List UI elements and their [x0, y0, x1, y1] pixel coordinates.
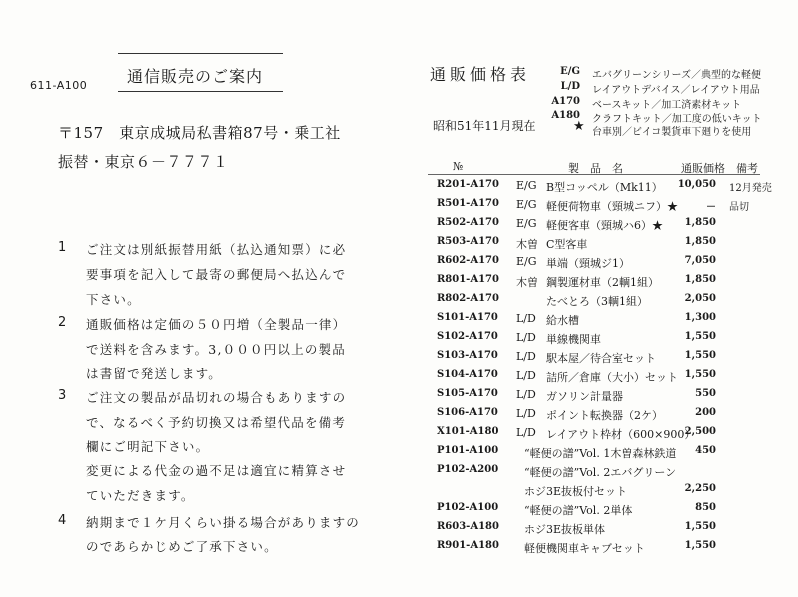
note-number: 4 — [58, 513, 67, 528]
product-code: R801-A170 — [437, 274, 499, 285]
header-note: 備考 — [736, 162, 758, 175]
series-mark: 木曽 — [516, 276, 538, 289]
product-code: R501-A170 — [437, 198, 499, 209]
document-code: 611-A100 — [30, 79, 88, 92]
note-line: 欄にご明記下さい。 — [86, 439, 210, 454]
product-code: R502-A170 — [437, 217, 499, 228]
legend-code: A180 — [551, 110, 580, 121]
product-name: B型コッペル（Mk11） — [546, 181, 663, 194]
product-price: 1,850 — [684, 236, 716, 247]
series-mark: L/D — [516, 407, 536, 420]
product-code: P101-A100 — [437, 445, 499, 456]
product-name: “軽便の譜”Vol. 2エバグリーン — [524, 466, 677, 479]
note-line: 納期まで１ケ月くらい掛る場合がありますの — [86, 515, 361, 530]
product-code: P102-A100 — [437, 502, 499, 513]
product-name: ホジ3E抜板単体 — [524, 523, 606, 536]
product-name: たべとろ（3輌1組） — [546, 295, 648, 308]
product-price: 200 — [695, 407, 716, 418]
product-price: 450 — [695, 445, 716, 456]
series-mark: E/G — [516, 198, 537, 211]
product-price: 2,500 — [684, 426, 716, 437]
series-mark: L/D — [516, 350, 536, 363]
header-price: 通販価格 — [681, 162, 725, 175]
series-mark: L/D — [516, 312, 536, 325]
legend-text: ベースキット／加工済素材キット — [592, 100, 742, 111]
product-name: 給水槽 — [546, 314, 579, 327]
product-price: 1,300 — [684, 312, 716, 323]
product-code: R802-A170 — [437, 293, 499, 304]
header-product-name: 製 品 名 — [568, 162, 623, 175]
product-name: “軽便の譜”Vol. 2単体 — [524, 504, 633, 517]
product-name: 軽便荷物車（頸城ニフ）★ — [546, 200, 678, 213]
note-number: 3 — [58, 388, 67, 403]
header-rule — [428, 174, 760, 175]
star-icon: ★ — [573, 119, 585, 134]
product-price: － — [706, 202, 716, 213]
legend-code: E/G — [560, 66, 580, 77]
product-price: 1,550 — [684, 369, 716, 380]
product-name: C型客車 — [546, 238, 588, 251]
product-code: S101-A170 — [437, 312, 498, 323]
note-line: のであらかじめご了承下さい。 — [86, 539, 278, 554]
product-price: 1,550 — [684, 540, 716, 551]
legend-code: A170 — [551, 96, 580, 107]
header-number: № — [453, 160, 464, 173]
series-mark: E/G — [516, 255, 537, 268]
product-name: ガソリン計量器 — [546, 390, 623, 403]
product-code: R503-A170 — [437, 236, 499, 247]
product-code: R602-A170 — [437, 255, 499, 266]
product-name: 単線機関車 — [546, 333, 601, 346]
product-name: ホジ3E抜板付セット — [524, 485, 628, 498]
note-line: 変更による代金の過不足は適宜に精算させ — [86, 463, 347, 478]
price-list-date: 昭和51年11月現在 — [433, 119, 536, 133]
product-name: 駅本屋／待合室セット — [546, 352, 656, 365]
product-price: 2,250 — [684, 483, 716, 494]
product-code: S105-A170 — [437, 388, 498, 399]
mailing-address: 〒157 東京成城局私書箱87号・乗工社 — [58, 124, 341, 142]
legend-code: L/D — [560, 81, 580, 92]
product-code: R901-A180 — [437, 540, 499, 551]
product-price: 1,850 — [684, 274, 716, 285]
product-code: S103-A170 — [437, 350, 498, 361]
series-mark: L/D — [516, 426, 536, 439]
note-line: は書留で発送します。 — [86, 366, 223, 381]
series-mark: L/D — [516, 388, 536, 401]
series-mark: E/G — [516, 217, 537, 230]
series-mark: L/D — [516, 369, 536, 382]
product-price: 850 — [695, 502, 716, 513]
product-price: 1,850 — [684, 217, 716, 228]
product-code: X101-A180 — [437, 426, 499, 437]
price-list-title: 通販価格表 — [430, 65, 531, 84]
legend-text: 台車別／ビイコ製貨車下廻りを使用 — [592, 127, 752, 138]
series-mark: E/G — [516, 179, 537, 192]
product-code: R603-A180 — [437, 521, 499, 532]
product-price: 7,050 — [684, 255, 716, 266]
title-rule-top — [118, 53, 283, 54]
note-number: 2 — [58, 315, 67, 330]
transfer-account: 振替・東京６－７７７１ — [58, 153, 229, 171]
series-mark: 木曽 — [516, 238, 538, 251]
note-line: ご注文の製品が品切れの場合もありますの — [86, 390, 347, 405]
product-name: 軽便客車（頸城ハ6）★ — [546, 219, 663, 232]
product-code: P102-A200 — [437, 464, 499, 475]
product-name: 詰所／倉庫（大小）セット — [546, 371, 678, 384]
note-line: で、なるべく予約切換又は希望代品を備考 — [86, 415, 347, 430]
legend-text: クラフトキット／加工度の低いキット — [592, 114, 762, 125]
product-code: S104-A170 — [437, 369, 498, 380]
note-line: 下さい。 — [86, 292, 141, 307]
legend-text: エバグリーンシリーズ／典型的な軽便 — [592, 70, 762, 81]
product-price: 2,050 — [684, 293, 716, 304]
product-price: 1,550 — [684, 350, 716, 361]
series-mark: L/D — [516, 331, 536, 344]
legend-text: レイアウトデバイス／レイアウト用品 — [592, 85, 760, 96]
product-name: 軽便機関車キャブセット — [524, 542, 645, 555]
note-line: で送料を含みます。3,０００円以上の製品 — [86, 342, 346, 357]
note-line: ていただきます。 — [86, 488, 195, 503]
note-line: ご注文は別紙振替用紙（払込通知票）に必 — [86, 242, 347, 257]
product-price: 10,050 — [677, 179, 716, 190]
page-title: 通信販売のご案内 — [127, 67, 264, 86]
product-code: R201-A170 — [437, 179, 499, 190]
product-name: レイアウト枠材（600×900） — [546, 428, 696, 441]
title-rule-bottom — [118, 91, 283, 92]
product-name: ポイント転換器（2ケ） — [546, 409, 663, 422]
product-note: 12月発売 — [729, 183, 772, 194]
note-line: 通販価格は定価の５０円増（全製品一律） — [86, 317, 347, 332]
product-price: 550 — [695, 388, 716, 399]
note-line: 要事項を記入して最寄の郵便局へ払込んで — [86, 267, 347, 282]
note-number: 1 — [58, 240, 67, 255]
product-price: 1,550 — [684, 331, 716, 342]
product-price: 1,550 — [684, 521, 716, 532]
product-code: S102-A170 — [437, 331, 498, 342]
product-note: 品切 — [729, 202, 749, 213]
product-code: S106-A170 — [437, 407, 498, 418]
product-name: “軽便の譜”Vol. 1木曽森林鉄道 — [524, 447, 677, 460]
product-name: 単端（頸城ジ1） — [546, 257, 630, 270]
product-name: 鋼製運材車（2輌1組） — [546, 276, 659, 289]
